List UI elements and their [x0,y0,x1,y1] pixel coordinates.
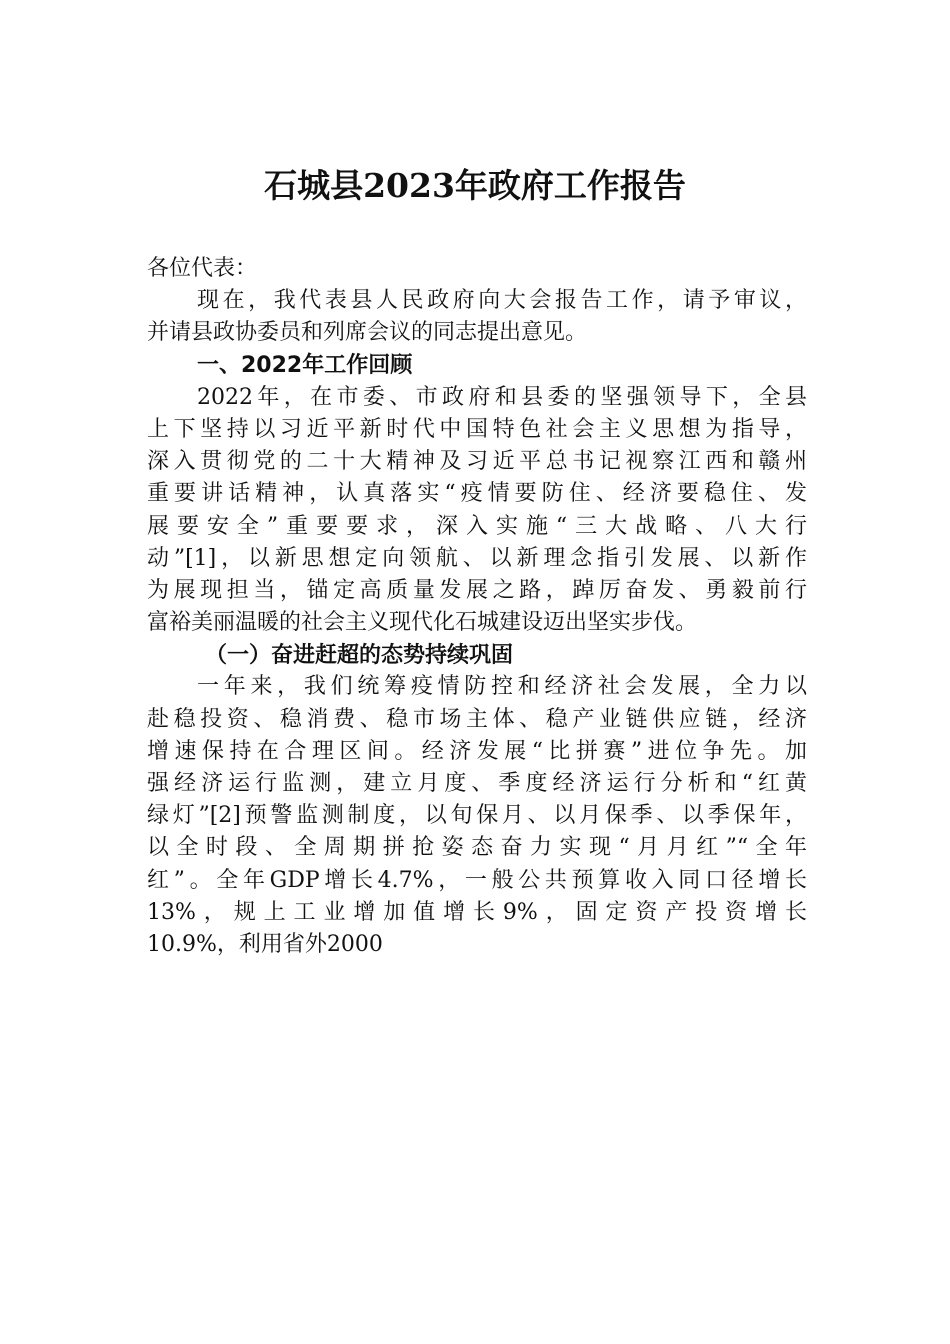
subsection-heading: （一）奋进赶超的态势持续巩固 [205,642,514,669]
section-heading: 一、2022年工作回顾 [197,352,413,378]
paragraph-line: 增速保持在合理区间。经济发展“比拼赛”进位争先。加 [147,738,807,764]
paragraph-line: 重要讲话精神，认真落实“疫情要防住、经济要稳住、发 [147,481,807,507]
paragraph-line: 一年来，我们统筹疫情防控和经济社会发展，全力以 [197,674,807,700]
paragraph-line: 深入贯彻党的二十大精神及习近平总书记视察江西和赣州 [147,449,807,475]
document-body [147,253,807,961]
salutation: 各位代表： [147,256,258,281]
paragraph-line: 2022年，在市委、市政府和县委的坚强领导下，全县 [197,384,807,410]
paragraph-line: 现在，我代表县人民政府向大会报告工作，请予审议， [197,288,807,314]
paragraph-line: 为展现担当，锚定高质量发展之路，踔厉奋发、勇毅前行 [147,577,807,603]
page-title: 石城县2023年政府工作报告 [264,166,686,205]
paragraph-line: 动”[1]，以新思想定向领航、以新理念指引发展、以新作 [147,545,807,571]
paragraph-line: 富裕美丽温暖的社会主义现代化石城建设迈出坚实步伐。 [147,610,698,636]
paragraph-line: 并请县政协委员和列席会议的同志提出意见。 [147,320,588,346]
paragraph-line: 展要安全”重要要求，深入实施“三大战略、八大行 [147,513,807,539]
paragraph-line: 绿灯”[2]预警监测制度，以旬保月、以月保季、以季保年， [147,803,807,829]
paragraph-line: 赴稳投资、稳消费、稳市场主体、稳产业链供应链，经济 [147,706,807,732]
paragraph-line: 以全时段、全周期拼抢姿态奋力实现“月月红”“全年 [147,835,807,861]
paragraph-line: 红”。全年GDP增长4.7%，一般公共预算收入同口径增长 [147,867,807,893]
paragraph-line: 10.9%，利用省外2000 [147,931,383,957]
paragraph-line: 13%，规上工业增加值增长9%，固定资产投资增长 [147,899,807,925]
paragraph-line: 强经济运行监测，建立月度、季度经济运行分析和“红黄 [147,771,807,796]
paragraph-line: 上下坚持以习近平新时代中国特色社会主义思想为指导， [147,416,807,442]
